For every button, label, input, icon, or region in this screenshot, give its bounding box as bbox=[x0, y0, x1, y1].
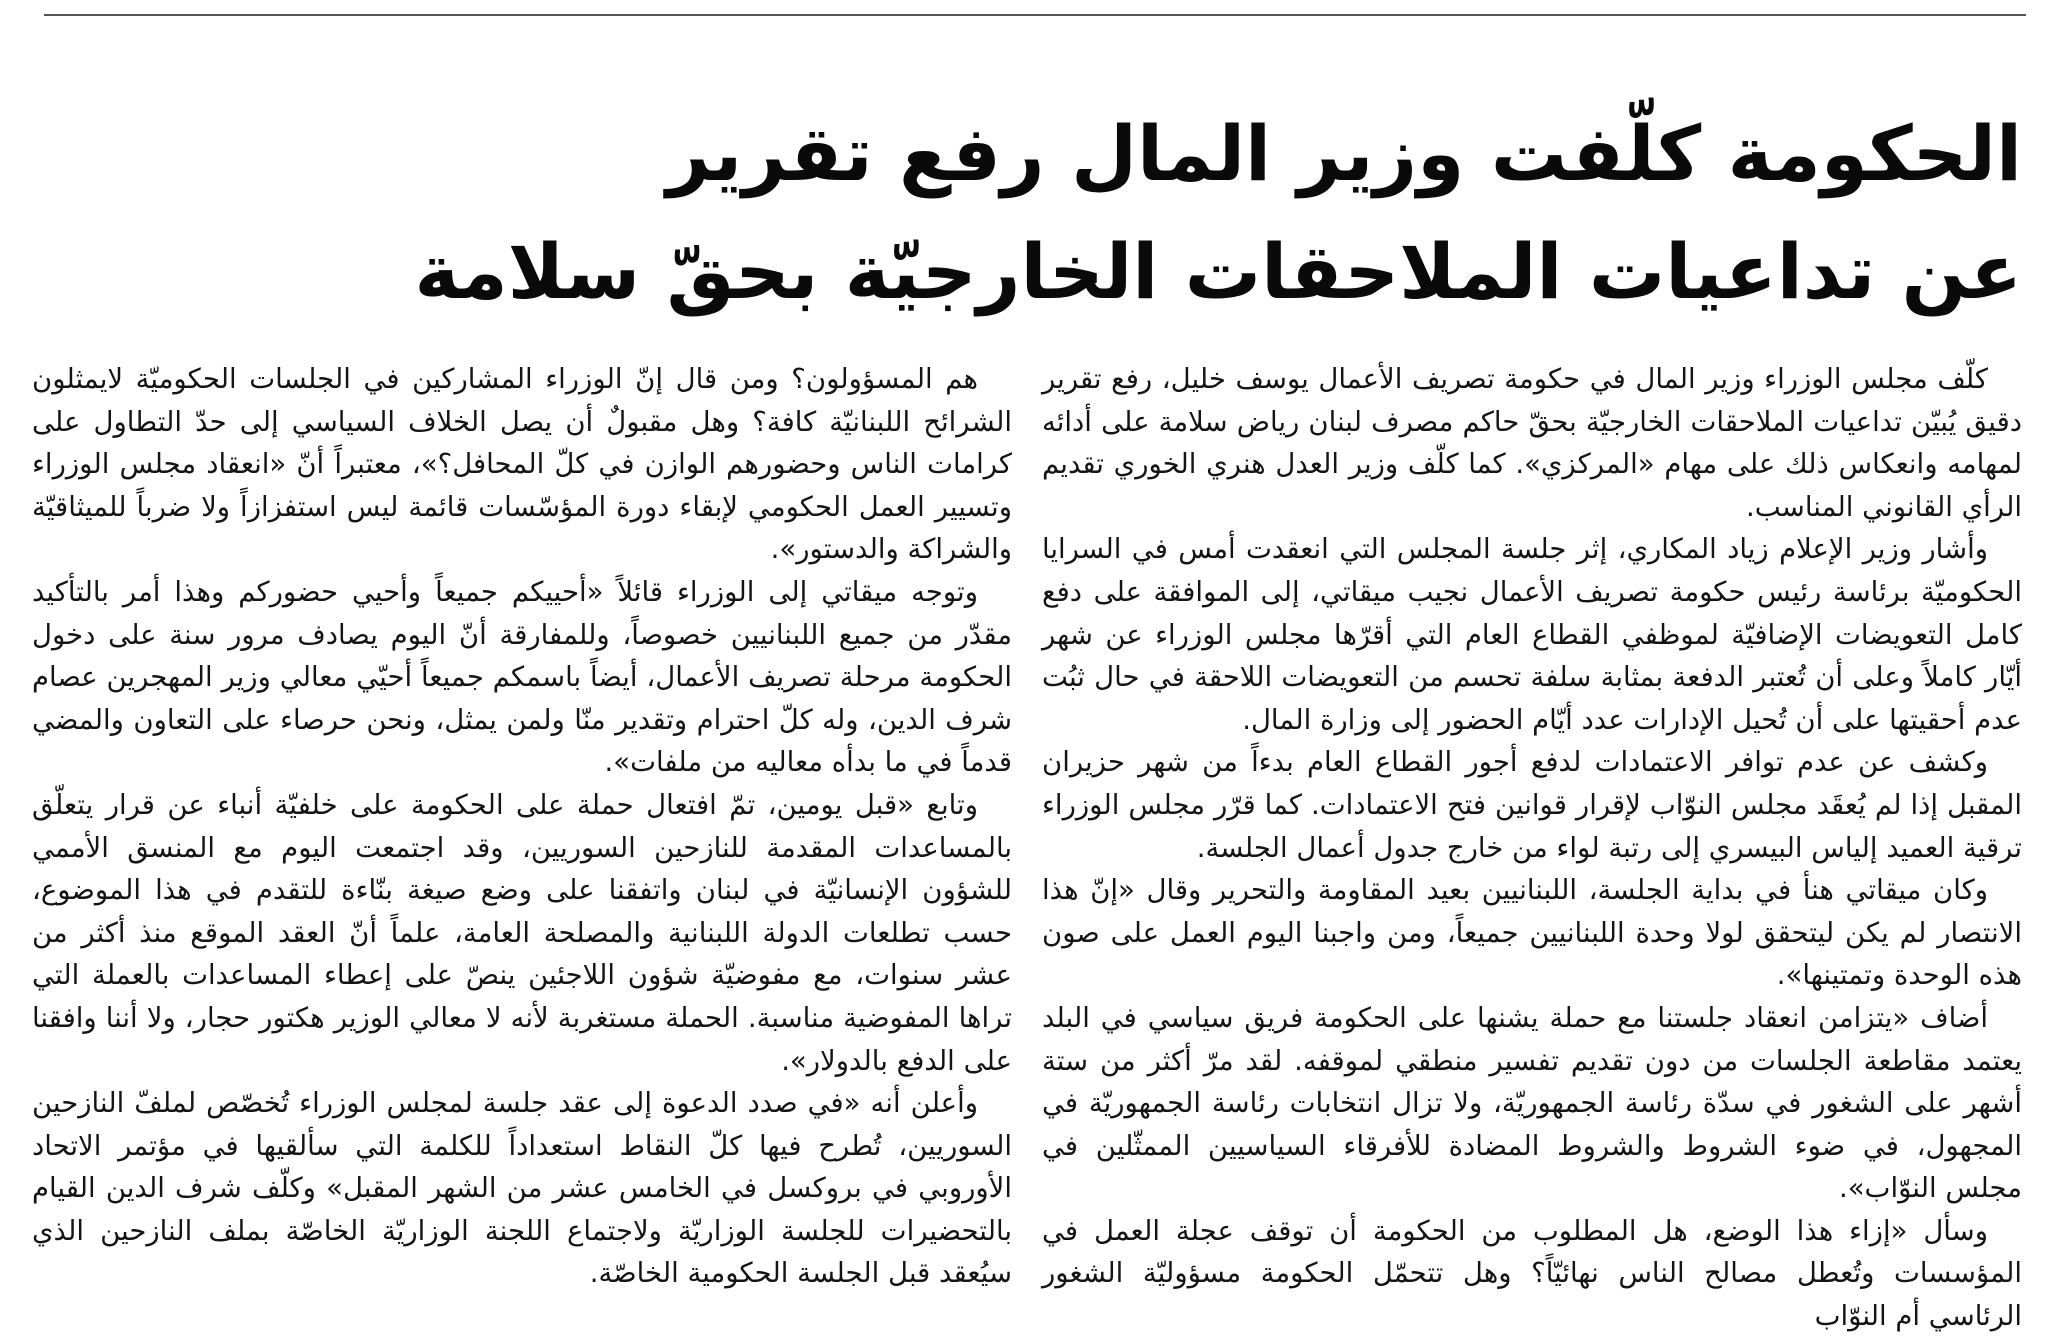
paragraph: وأعلن أنه «في صدد الدعوة إلى عقد جلسة لمجلس الوزراء تُخصّص لملفّ النازحين السوريين، تُطرح فيها كلّ النقاط استعداداً للكلمة التي سألقيها في مؤتمر الاتحاد الأوروبي في بروكسل في الخامس عشر من الشهر المقبل» وكلّف شرف الدين القيام بالتحضيرات للجلسة الوزاريّة ولاجتماع اللجنة الوزاريّة الخاصّة بملف النازحين الذي سيُعقد قبل الجلسة الحكومية الخاصّة. bbox=[32, 1087, 1012, 1290]
paragraph: وتابع «قبل يومين، تمّ افتعال حملة على الحكومة على خلفيّة أنباء عن قرار يتعلّق بالمساعدات المقدمة للنازحين السوريين، وقد اجتمعت اليوم مع المنسق الأممي للشؤون الإنسانيّة في لبنان واتفقنا على وضع صيغة بنّاءة للتقدم في هذا الموضوع، حسب تطلعات الدولة اللبنانية والمصلحة العامة، علماً أنّ العقد الموقع منذ أكثر من عشر سنوات، مع مفوضيّة شؤون اللاجئين ينصّ على إعطاء المساعدات بالعملة التي تراها المفوضية مناسبة. الحملة مستغربة لأنه لا معالي الوزير هكتور حجار، ولا أننا وافقنا على الدفع بالدولار». bbox=[32, 788, 1012, 1077]
column-left bbox=[32, 358, 1012, 1288]
article-body bbox=[32, 358, 2022, 1333]
paragraph: وسأل «إزاء هذا الوضع، هل المطلوب من الحكومة أن توقف عجلة العمل في المؤسسات وتُعطل مصالح الناس نهائيّاً؟ وهل تتحمّل الحكومة مسؤوليّة الشغور الرئاسي أم النوّاب bbox=[1042, 1214, 2022, 1333]
headline-line-1: الحكومة كلّفت وزير المال رفع تقرير bbox=[666, 109, 2022, 198]
paragraph: وكشف عن عدم توافر الاعتمادات لدفع أجور القطاع العام بدءاً من شهر حزيران المقبل إذا لم يُعقَد مجلس النوّاب لإقرار قوانين فتح الاعتمادات. كما قرّر مجلس الوزراء ترقية العميد إلياس البيسري إلى رتبة لواء من خارج جدول أعمال الجلسة. bbox=[1042, 746, 2022, 864]
top-rule bbox=[44, 14, 2026, 16]
paragraph: وتوجه ميقاتي إلى الوزراء قائلاً «أحييكم جميعاً وأحيي حضوركم وهذا أمر بالتأكيد مقدّر من جميع اللبنانيين خصوصاً، وللمفارقة أنّ اليوم يصادف مرور سنة على دخول الحكومة مرحلة تصريف الأعمال، أيضاً باسمكم جميعاً أحيّي معالي وزير المهجرين عصام شرف الدين، وله كلّ احترام وتقدير منّا ولمن يمثل، ونحن حرصاء على التعاون والمضي قدماً في ما بدأه معاليه من ملفات». bbox=[32, 575, 1012, 779]
paragraph: وأشار وزير الإعلام زياد المكاري، إثر جلسة المجلس التي انعقدت أمس في السرايا الحكوميّة برئاسة رئيس حكومة تصريف الأعمال نجيب ميقاتي، إلى الموافقة على دفع كامل التعويضات الإضافيّة لموظفي القطاع العام التي أقرّها مجلس الوزراء عن شهر أيّار كاملاً وعلى أن تُعتبر الدفعة بمثابة سلفة تحسم من التعويضات اللاحقة في حال ثبُت عدم أحقيتها على أن تُحيل الإدارات عدد أيّام الحضور إلى وزارة المال. bbox=[1042, 533, 2022, 736]
column-right bbox=[1042, 358, 2022, 1333]
paragraph: هم المسؤولون؟ ومن قال إنّ الوزراء المشاركين في الجلسات الحكوميّة لايمثلون الشرائح اللبنانيّة كافة؟ وهل مقبولٌ أن يصل الخلاف السياسي إلى حدّ التطاول على كرامات الناس وحضورهم الوازن في كلّ المحافل؟»، معتبراً أنّ «انعقاد مجلس الوزراء وتسيير العمل الحكومي لإبقاء دورة المؤسّسات قائمة ليس استفزازاً ولا ضرباً للميثاقيّة والشراكة والدستور». bbox=[32, 363, 1012, 566]
paragraph: وكان ميقاتي هنأ في بداية الجلسة، اللبنانيين بعيد المقاومة والتحرير وقال «إنّ هذا الانتصار لم يكن ليتحقق لولا وحدة اللبنانيين جميعاً، ومن واجبنا اليوم العمل على صون هذه الوحدة وتمتينها». bbox=[1042, 874, 2022, 992]
headline bbox=[32, 95, 2022, 331]
paragraph: كلّف مجلس الوزراء وزير المال في حكومة تصريف الأعمال يوسف خليل، رفع تقرير دقيق يُبيّن تداعيات الملاحقات الخارجيّة بحقّ حاكم مصرف لبنان رياض سلامة على أدائه لمهامه وانعكاس ذلك على مهام «المركزي». كما كلّف وزير العدل هنري الخوري تقديم الرأي القانوني المناسب. bbox=[1042, 363, 2022, 523]
paragraph: أضاف «يتزامن انعقاد جلستنا مع حملة يشنها على الحكومة فريق سياسي في البلد يعتمد مقاطعة الجلسات من دون تقديم تفسير منطقي لموقفه. لقد مرّ أكثر من ستة أشهر على الشغور في سدّة رئاسة الجمهوريّة، ولا تزال انتخابات رئاسة الجمهوريّة في المجهول، في ضوء الشروط والشروط المضادة للأفرقاء السياسيين الممثّلين في مجلس النوّاب». bbox=[1042, 1001, 2022, 1205]
headline-line-2: عن تداعيات الملاحقات الخارجيّة بحقّ سلامة bbox=[414, 227, 2022, 316]
